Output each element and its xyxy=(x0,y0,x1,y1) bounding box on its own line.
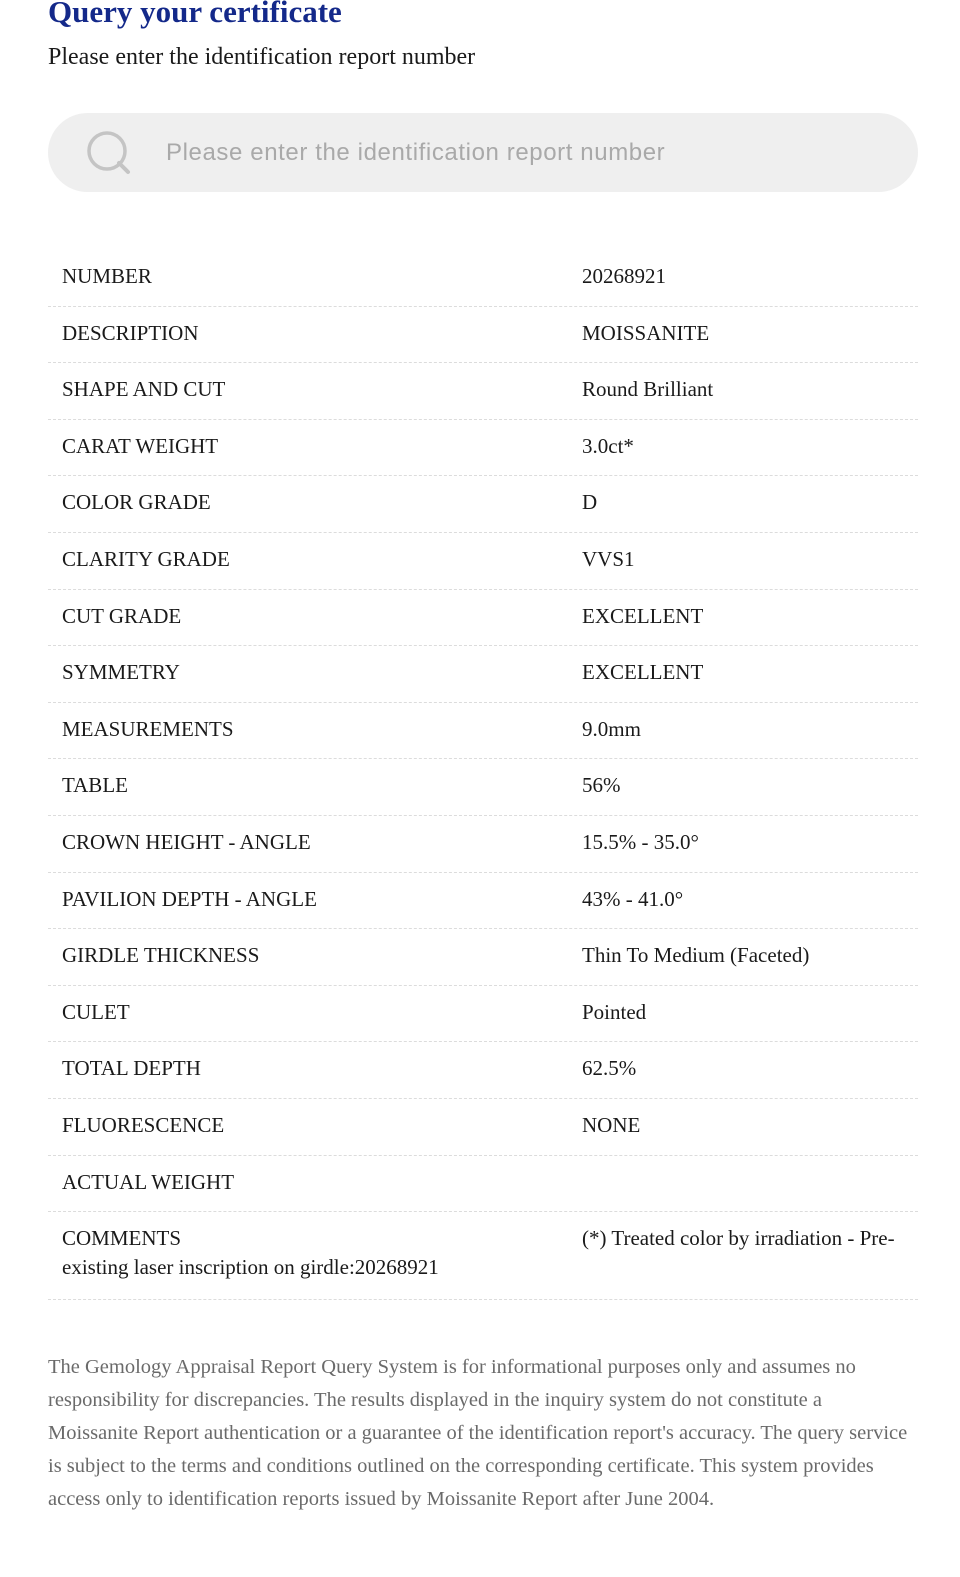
table-row xyxy=(48,476,918,533)
row-value-clarity-grade: VVS1 xyxy=(582,546,635,571)
row-label-carat-weight: CARAT WEIGHT xyxy=(62,433,219,458)
row-label-clarity-grade: CLARITY GRADE xyxy=(62,546,230,571)
row-value-crown-height-angle: 15.5% - 35.0° xyxy=(582,829,699,854)
row-value-color-grade: D xyxy=(582,490,598,515)
row-label-total-depth: TOTAL DEPTH xyxy=(62,1056,201,1081)
row-value-fluorescence: NONE xyxy=(582,1112,641,1137)
report-table xyxy=(48,250,918,1300)
row-value-cut-grade: EXCELLENT xyxy=(582,603,704,628)
page-title: Query your certificate xyxy=(48,0,342,29)
row-value-shape-and-cut: Round Brilliant xyxy=(582,377,714,402)
table-row xyxy=(48,816,918,873)
table-row xyxy=(48,533,918,590)
row-value-culet: Pointed xyxy=(582,999,647,1024)
row-label-shape-and-cut: SHAPE AND CUT xyxy=(62,377,226,402)
row-label-pavilion-depth-angle: PAVILION DEPTH - ANGLE xyxy=(62,886,317,911)
row-value-carat-weight: 3.0ct* xyxy=(582,433,634,458)
row-value-description: MOISSANITE xyxy=(582,320,710,345)
row-value-number: 20268921 xyxy=(582,264,666,288)
row-label-girdle-thickness: GIRDLE THICKNESS xyxy=(62,943,260,968)
table-row xyxy=(48,420,918,477)
row-label-culet: CULET xyxy=(62,999,130,1024)
row-value-pavilion-depth-angle: 43% - 41.0° xyxy=(582,886,684,911)
row-label-color-grade: COLOR GRADE xyxy=(62,490,211,515)
row-value-comments: (*) Treated color by irradiation - Pre- xyxy=(582,1226,895,1251)
disclaimer-text: The Gemology Appraisal Report Query System is for informational purposes only and assumes no responsibility for discrepancies. The results displayed in the inquiry system do not constitute a Moissanite Report authentication or a guarantee of the identification report's accuracy. The query service is subject to the terms and conditions outlined on the corresponding certificate. This system provides access only to identification reports issued by Moissanite Report after June 2004. xyxy=(48,1356,908,1510)
table-row xyxy=(48,307,918,364)
search-icon[interactable] xyxy=(86,130,132,176)
table-row xyxy=(48,646,918,703)
table-row xyxy=(48,873,918,930)
row-label-fluorescence: FLUORESCENCE xyxy=(62,1112,225,1137)
row-label-actual-weight: ACTUAL WEIGHT xyxy=(62,1169,235,1194)
table-row xyxy=(48,363,918,420)
table-row xyxy=(48,703,918,760)
row-label-symmetry: SYMMETRY xyxy=(62,660,180,685)
row-label-measurements: MEASUREMENTS xyxy=(62,716,234,741)
comments-continued-text: existing laser inscription on girdle:20268921 xyxy=(62,1255,439,1280)
table-row xyxy=(48,759,918,816)
table-row-comments xyxy=(48,1212,918,1300)
table-row xyxy=(48,929,918,986)
row-value-total-depth: 62.5% xyxy=(582,1056,637,1081)
row-value-table: 56% xyxy=(582,773,621,798)
row-label-description: DESCRIPTION xyxy=(62,320,199,345)
row-label-number: NUMBER xyxy=(62,264,152,288)
table-row xyxy=(48,1042,918,1099)
table-row xyxy=(48,986,918,1043)
page-subtitle: Please enter the identification report number xyxy=(48,44,476,70)
row-value-girdle-thickness: Thin To Medium (Faceted) xyxy=(582,943,810,968)
table-row xyxy=(48,1156,918,1213)
row-value-symmetry: EXCELLENT xyxy=(582,660,704,685)
table-row xyxy=(48,590,918,647)
search-input[interactable] xyxy=(166,130,886,176)
row-label-table: TABLE xyxy=(62,773,128,798)
row-label-comments xyxy=(62,1224,439,1282)
row-value-measurements: 9.0mm xyxy=(582,716,641,741)
comments-label: COMMENTS xyxy=(62,1226,182,1251)
row-label-crown-height-angle: CROWN HEIGHT - ANGLE xyxy=(62,829,311,854)
table-row xyxy=(48,1099,918,1156)
row-label-cut-grade: CUT GRADE xyxy=(62,603,182,628)
table-row xyxy=(48,250,918,307)
